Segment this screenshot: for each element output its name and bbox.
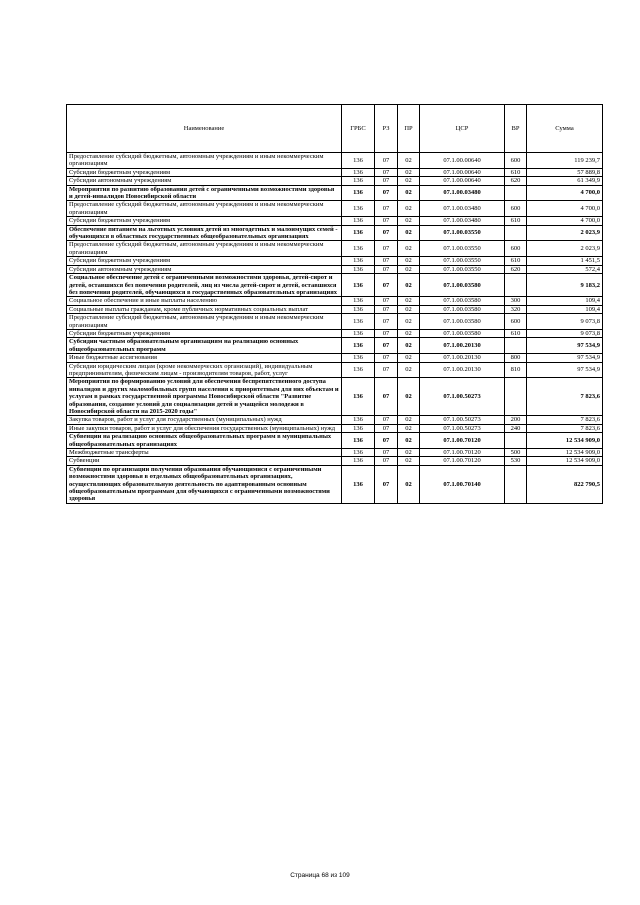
cell-sum: 109,4 — [527, 305, 603, 313]
cell-vr — [505, 274, 527, 297]
cell-pr: 02 — [398, 225, 420, 241]
cell-pr: 02 — [398, 354, 420, 362]
cell-pr: 02 — [398, 274, 420, 297]
cell-name: Субсидии бюджетным учреждениям — [67, 257, 342, 265]
cell-csr: 07.1.00.50273 — [420, 416, 505, 424]
table-row — [67, 329, 603, 337]
cell-csr: 07.1.00.03550 — [420, 241, 505, 257]
cell-csr: 07.1.00.00640 — [420, 177, 505, 185]
cell-name: Иные бюджетные ассигнования — [67, 354, 342, 362]
cell-rz: 07 — [375, 177, 398, 185]
cell-csr: 07.1.00.03580 — [420, 329, 505, 337]
cell-rz: 07 — [375, 265, 398, 273]
cell-sum: 1 451,5 — [527, 257, 603, 265]
cell-rz: 07 — [375, 153, 398, 169]
cell-rz: 07 — [375, 274, 398, 297]
cell-grbs: 136 — [342, 416, 375, 424]
cell-csr: 07.1.00.03580 — [420, 297, 505, 305]
table-row — [67, 465, 603, 503]
cell-rz: 07 — [375, 225, 398, 241]
cell-pr: 02 — [398, 168, 420, 176]
cell-grbs: 136 — [342, 424, 375, 432]
cell-vr: 530 — [505, 457, 527, 465]
table-row — [67, 297, 603, 305]
cell-csr: 07.1.00.70120 — [420, 433, 505, 449]
cell-csr: 07.1.00.03550 — [420, 257, 505, 265]
cell-pr: 02 — [398, 217, 420, 225]
cell-csr: 07.1.00.00640 — [420, 168, 505, 176]
cell-csr: 07.1.00.03580 — [420, 314, 505, 330]
cell-name: Субсидии автономным учреждениям — [67, 177, 342, 185]
cell-vr — [505, 225, 527, 241]
table-row — [67, 177, 603, 185]
cell-sum: 12 534 909,0 — [527, 433, 603, 449]
table-row — [67, 153, 603, 169]
cell-name: Социальные выплаты гражданам, кроме публичных нормативных социальных выплат — [67, 305, 342, 313]
cell-pr: 02 — [398, 201, 420, 217]
table-row — [67, 424, 603, 432]
cell-pr: 02 — [398, 338, 420, 354]
cell-pr: 02 — [398, 378, 420, 416]
table-row — [67, 185, 603, 201]
table-row — [67, 457, 603, 465]
cell-name: Субсидии юридическим лицам (кроме некоммерческих организаций), индивидуальным предпринимателям, физическим лицам - производителям товаров, работ, услуг — [67, 362, 342, 378]
cell-sum: 9 183,2 — [527, 274, 603, 297]
cell-sum: 4 700,0 — [527, 185, 603, 201]
cell-vr — [505, 185, 527, 201]
cell-pr: 02 — [398, 177, 420, 185]
cell-sum: 97 534,9 — [527, 338, 603, 354]
cell-csr: 07.1.00.03550 — [420, 225, 505, 241]
cell-rz: 07 — [375, 314, 398, 330]
cell-csr: 07.1.00.50273 — [420, 378, 505, 416]
cell-name: Субсидии бюджетным учреждениям — [67, 329, 342, 337]
cell-rz: 07 — [375, 297, 398, 305]
table-body — [67, 153, 603, 504]
cell-pr: 02 — [398, 241, 420, 257]
cell-rz: 07 — [375, 424, 398, 432]
cell-name: Субсидии автономным учреждениям — [67, 265, 342, 273]
cell-vr: 320 — [505, 305, 527, 313]
cell-grbs: 136 — [342, 354, 375, 362]
cell-grbs: 136 — [342, 241, 375, 257]
cell-grbs: 136 — [342, 362, 375, 378]
cell-name: Иные закупки товаров, работ и услуг для обеспечения государственных (муниципальных) нужд — [67, 424, 342, 432]
cell-pr: 02 — [398, 297, 420, 305]
cell-vr: 200 — [505, 416, 527, 424]
cell-rz: 07 — [375, 329, 398, 337]
cell-csr: 07.1.00.03550 — [420, 265, 505, 273]
cell-vr: 610 — [505, 217, 527, 225]
cell-rz: 07 — [375, 338, 398, 354]
cell-name: Предоставление субсидий бюджетным, автономным учреждениям и иным некоммерческим организациям — [67, 201, 342, 217]
cell-rz: 07 — [375, 185, 398, 201]
table-row — [67, 257, 603, 265]
cell-sum: 2 023,9 — [527, 225, 603, 241]
cell-pr: 02 — [398, 424, 420, 432]
cell-sum: 4 700,0 — [527, 217, 603, 225]
cell-vr: 610 — [505, 168, 527, 176]
cell-rz: 07 — [375, 465, 398, 503]
cell-vr: 620 — [505, 265, 527, 273]
cell-grbs: 136 — [342, 201, 375, 217]
table-row — [67, 433, 603, 449]
budget-table — [66, 104, 603, 504]
cell-rz: 07 — [375, 168, 398, 176]
cell-name: Субсидии бюджетным учреждениям — [67, 217, 342, 225]
table-header-row — [67, 105, 603, 153]
table-row — [67, 274, 603, 297]
header-rz: РЗ — [375, 105, 398, 153]
header-grbs: ГРБС — [342, 105, 375, 153]
cell-grbs: 136 — [342, 168, 375, 176]
cell-rz: 07 — [375, 449, 398, 457]
cell-grbs: 136 — [342, 177, 375, 185]
table-row — [67, 217, 603, 225]
cell-sum: 7 823,6 — [527, 416, 603, 424]
table-row — [67, 168, 603, 176]
cell-name: Предоставление субсидий бюджетным, автономным учреждениям и иным некоммерческим организациям — [67, 241, 342, 257]
cell-rz: 07 — [375, 362, 398, 378]
cell-grbs: 136 — [342, 225, 375, 241]
cell-grbs: 136 — [342, 465, 375, 503]
cell-csr: 07.1.00.50273 — [420, 424, 505, 432]
cell-csr: 07.1.00.70120 — [420, 457, 505, 465]
cell-grbs: 136 — [342, 217, 375, 225]
cell-rz: 07 — [375, 416, 398, 424]
cell-pr: 02 — [398, 449, 420, 457]
cell-vr — [505, 338, 527, 354]
table-row — [67, 354, 603, 362]
cell-vr: 610 — [505, 329, 527, 337]
cell-grbs: 136 — [342, 305, 375, 313]
cell-grbs: 136 — [342, 265, 375, 273]
cell-sum: 109,4 — [527, 297, 603, 305]
cell-grbs: 136 — [342, 457, 375, 465]
cell-name: Социальное обеспечение и иные выплаты населению — [67, 297, 342, 305]
cell-rz: 07 — [375, 257, 398, 265]
cell-vr — [505, 433, 527, 449]
cell-sum: 97 534,9 — [527, 362, 603, 378]
cell-grbs: 136 — [342, 297, 375, 305]
cell-pr: 02 — [398, 314, 420, 330]
cell-grbs: 136 — [342, 185, 375, 201]
cell-csr: 07.1.00.20130 — [420, 362, 505, 378]
cell-csr: 07.1.00.03480 — [420, 185, 505, 201]
cell-rz: 07 — [375, 457, 398, 465]
cell-vr: 240 — [505, 424, 527, 432]
table-row — [67, 265, 603, 273]
cell-pr: 02 — [398, 416, 420, 424]
cell-rz: 07 — [375, 241, 398, 257]
cell-vr: 600 — [505, 314, 527, 330]
cell-sum: 4 700,0 — [527, 201, 603, 217]
cell-grbs: 136 — [342, 449, 375, 457]
cell-rz: 07 — [375, 378, 398, 416]
header-vr: ВР — [505, 105, 527, 153]
cell-grbs: 136 — [342, 433, 375, 449]
cell-pr: 02 — [398, 433, 420, 449]
cell-rz: 07 — [375, 354, 398, 362]
cell-name: Субвенции — [67, 457, 342, 465]
cell-pr: 02 — [398, 265, 420, 273]
cell-sum: 12 534 909,0 — [527, 457, 603, 465]
cell-pr: 02 — [398, 457, 420, 465]
cell-sum: 57 889,8 — [527, 168, 603, 176]
cell-csr: 07.1.00.03480 — [420, 217, 505, 225]
cell-grbs: 136 — [342, 338, 375, 354]
cell-name: Субсидии бюджетным учреждениям — [67, 168, 342, 176]
cell-vr: 500 — [505, 449, 527, 457]
cell-grbs: 136 — [342, 314, 375, 330]
cell-sum: 7 823,6 — [527, 424, 603, 432]
cell-pr: 02 — [398, 305, 420, 313]
cell-vr: 620 — [505, 177, 527, 185]
cell-name: Субсидии частным образовательным организациям на реализацию основных общеобразовательных программ — [67, 338, 342, 354]
cell-sum: 12 534 909,0 — [527, 449, 603, 457]
cell-sum: 119 239,7 — [527, 153, 603, 169]
cell-name: Социальное обеспечение детей с ограниченными возможностями здоровья, детей-сирот и детей, оставшихся без попечения родителей, лиц из числа детей-сирот и детей, оставшихся без попечения родителей, обучающихся в государственных образовательных организациях — [67, 274, 342, 297]
header-csr: ЦСР — [420, 105, 505, 153]
table-row — [67, 305, 603, 313]
cell-pr: 02 — [398, 257, 420, 265]
cell-grbs: 136 — [342, 329, 375, 337]
cell-csr: 07.1.00.00640 — [420, 153, 505, 169]
cell-vr — [505, 465, 527, 503]
table-row — [67, 225, 603, 241]
cell-rz: 07 — [375, 305, 398, 313]
cell-csr: 07.1.00.03580 — [420, 274, 505, 297]
cell-grbs: 136 — [342, 153, 375, 169]
table-row — [67, 241, 603, 257]
cell-name: Предоставление субсидий бюджетным, автономным учреждениям и иным некоммерческим организациям — [67, 153, 342, 169]
cell-rz: 07 — [375, 217, 398, 225]
cell-pr: 02 — [398, 153, 420, 169]
cell-csr: 07.1.00.20130 — [420, 338, 505, 354]
cell-grbs: 136 — [342, 274, 375, 297]
table-row — [67, 201, 603, 217]
cell-vr: 600 — [505, 241, 527, 257]
cell-sum: 822 790,5 — [527, 465, 603, 503]
cell-sum: 572,4 — [527, 265, 603, 273]
cell-vr: 600 — [505, 201, 527, 217]
cell-name: Мероприятия по развитию образования детей с ограниченными возможностями здоровья и детей-инвалидов Новосибирской области — [67, 185, 342, 201]
table-row — [67, 338, 603, 354]
cell-vr: 800 — [505, 354, 527, 362]
table-row — [67, 314, 603, 330]
cell-sum: 61 349,9 — [527, 177, 603, 185]
cell-rz: 07 — [375, 433, 398, 449]
header-name: Наименование — [67, 105, 342, 153]
cell-grbs: 136 — [342, 378, 375, 416]
cell-vr: 300 — [505, 297, 527, 305]
cell-pr: 02 — [398, 185, 420, 201]
cell-name: Межбюджетные трансферты — [67, 449, 342, 457]
cell-sum: 97 534,9 — [527, 354, 603, 362]
cell-name: Закупка товаров, работ и услуг для государственных (муниципальных) нужд — [67, 416, 342, 424]
cell-pr: 02 — [398, 362, 420, 378]
cell-vr: 600 — [505, 153, 527, 169]
cell-vr — [505, 378, 527, 416]
table-row — [67, 362, 603, 378]
table-row — [67, 378, 603, 416]
header-sum: Сумма — [527, 105, 603, 153]
table-row — [67, 416, 603, 424]
cell-name: Обеспечение питанием на льготных условиях детей из многодетных и малоимущих семей - обучающихся в областных государственных общеобразовательных организациях — [67, 225, 342, 241]
cell-pr: 02 — [398, 329, 420, 337]
cell-sum: 2 023,9 — [527, 241, 603, 257]
cell-name: Субвенции по организации получения образования обучающимися с ограниченными возможностями здоровья в отдельных общеобразовательных организациях, осуществляющих образовательную деятельность по адаптированным основным общеобразовательным программам для обучающихся с ограниченными возможностями здоровья — [67, 465, 342, 503]
cell-rz: 07 — [375, 201, 398, 217]
cell-csr: 07.1.00.70120 — [420, 449, 505, 457]
cell-grbs: 136 — [342, 257, 375, 265]
cell-sum: 9 073,8 — [527, 329, 603, 337]
cell-vr: 610 — [505, 257, 527, 265]
cell-sum: 7 823,6 — [527, 378, 603, 416]
cell-sum: 9 073,8 — [527, 314, 603, 330]
cell-vr: 810 — [505, 362, 527, 378]
cell-csr: 07.1.00.70140 — [420, 465, 505, 503]
cell-pr: 02 — [398, 465, 420, 503]
header-pr: ПР — [398, 105, 420, 153]
cell-name: Предоставление субсидий бюджетным, автономным учреждениям и иным некоммерческим организациям — [67, 314, 342, 330]
cell-csr: 07.1.00.20130 — [420, 354, 505, 362]
table-row — [67, 449, 603, 457]
cell-name: Субвенции на реализацию основных общеобразовательных программ в муниципальных общеобразовательных организациях — [67, 433, 342, 449]
page-footer: Страница 68 из 109 — [290, 872, 350, 879]
cell-csr: 07.1.00.03480 — [420, 201, 505, 217]
cell-csr: 07.1.00.03580 — [420, 305, 505, 313]
cell-name: Мероприятия по формированию условий для обеспечения беспрепятственного доступа инвалидов и других маломобильных групп населения к приоритетным для них объектам и услугам в рамках государственной программы Новосибирской области "Развитие образования, создание условий для социализации детей и учащейся молодежи в Новосибирской области на 2015-2020 годы" — [67, 378, 342, 416]
